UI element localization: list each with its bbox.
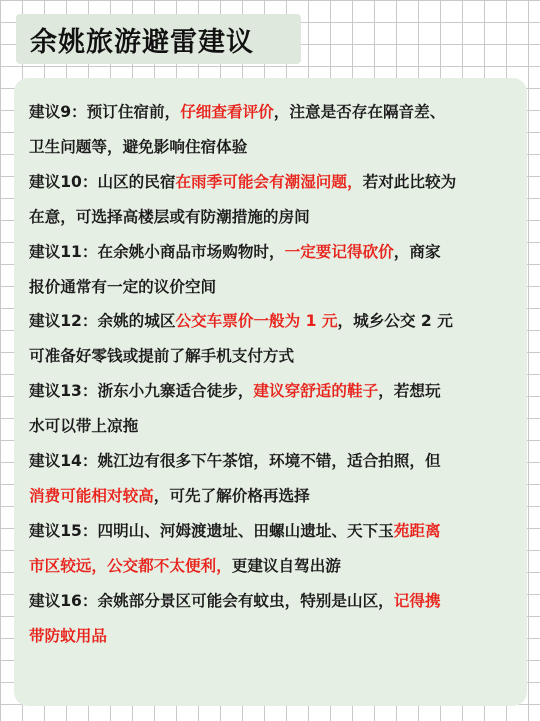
tip-item xyxy=(29,444,519,514)
body-text: ，可先了解价格再选择 xyxy=(153,486,310,505)
highlight-text: 一定要记得砍价 xyxy=(284,242,394,261)
tip-item xyxy=(29,165,519,235)
tip-line xyxy=(29,304,519,339)
tip-line xyxy=(29,130,519,165)
tip-item xyxy=(29,584,519,654)
highlight-text: 苑距离 xyxy=(393,521,441,540)
tip-line xyxy=(29,270,519,305)
highlight-text: 仔细查看评价 xyxy=(180,103,274,121)
body-text: 卫生问题等，避免影响住宿体验 xyxy=(29,137,248,156)
body-text: 若对此比较为 xyxy=(362,172,457,191)
body-text: ，注意是否存在隔音差、 xyxy=(273,103,446,121)
body-text: 报价通常有一定的议价空间 xyxy=(29,277,217,296)
tip-line xyxy=(29,200,519,235)
tip-item xyxy=(29,95,519,165)
tip-line xyxy=(29,165,519,200)
body-text: ，若想玩 xyxy=(378,382,441,401)
tip-line xyxy=(29,339,519,374)
tip-item xyxy=(29,374,519,444)
highlight-text: 在雨季可能会有潮湿问题， xyxy=(175,172,363,191)
body-text: 建议15：四明山、河姆渡遗址、田螺山遗址、天下玉 xyxy=(29,521,394,540)
tip-item xyxy=(29,514,519,584)
body-text: ，商家 xyxy=(393,242,441,261)
tip-line xyxy=(29,409,519,444)
highlight-text: 市区较远，公交都不太便利， xyxy=(29,556,232,575)
tip-item xyxy=(29,304,519,374)
highlight-text: 公交车票价一般为 1 元 xyxy=(175,312,338,331)
tips-list xyxy=(29,95,519,654)
highlight-text: 消费可能相对较高 xyxy=(29,486,154,505)
tip-line xyxy=(29,584,519,619)
tip-line xyxy=(29,514,519,549)
body-text: 建议12：余姚的城区 xyxy=(29,312,176,331)
tip-line xyxy=(29,444,519,479)
highlight-text: 带防蚊用品 xyxy=(29,626,107,645)
body-text: ，城乡公交 2 元 xyxy=(337,312,453,331)
tip-item xyxy=(29,235,519,305)
tip-line xyxy=(29,95,519,130)
highlight-text: 建议穿舒适的鞋子 xyxy=(253,382,379,401)
highlight-text: 记得携 xyxy=(393,591,441,610)
body-text: 在意，可选择高楼层或有防潮措施的房间 xyxy=(29,207,310,226)
tip-line xyxy=(29,235,519,270)
title-banner xyxy=(16,14,301,64)
body-text: 建议14：姚江边有很多下午茶馆，环境不错，适合拍照，但 xyxy=(29,452,441,471)
body-text: 建议16：余姚部分景区可能会有蚊虫，特别是山区， xyxy=(29,591,394,610)
tips-panel xyxy=(14,78,527,706)
body-text: 建议9：预订住宿前， xyxy=(29,103,181,121)
body-text: 建议13：浙东小九寨适合徒步， xyxy=(29,382,254,401)
body-text: 水可以带上凉拖 xyxy=(29,417,139,436)
tip-line xyxy=(29,374,519,409)
body-text: 可准备好零钱或提前了解手机支付方式 xyxy=(29,347,295,366)
page-title: 余姚旅游避雷建议 xyxy=(30,26,254,58)
body-text: 建议11：在余姚小商品市场购物时， xyxy=(29,242,285,261)
tip-line xyxy=(29,549,519,584)
body-text: 更建议自驾出游 xyxy=(231,556,341,575)
tip-line xyxy=(29,479,519,514)
body-text: 建议10：山区的民宿 xyxy=(29,172,176,191)
tip-line xyxy=(29,619,519,654)
